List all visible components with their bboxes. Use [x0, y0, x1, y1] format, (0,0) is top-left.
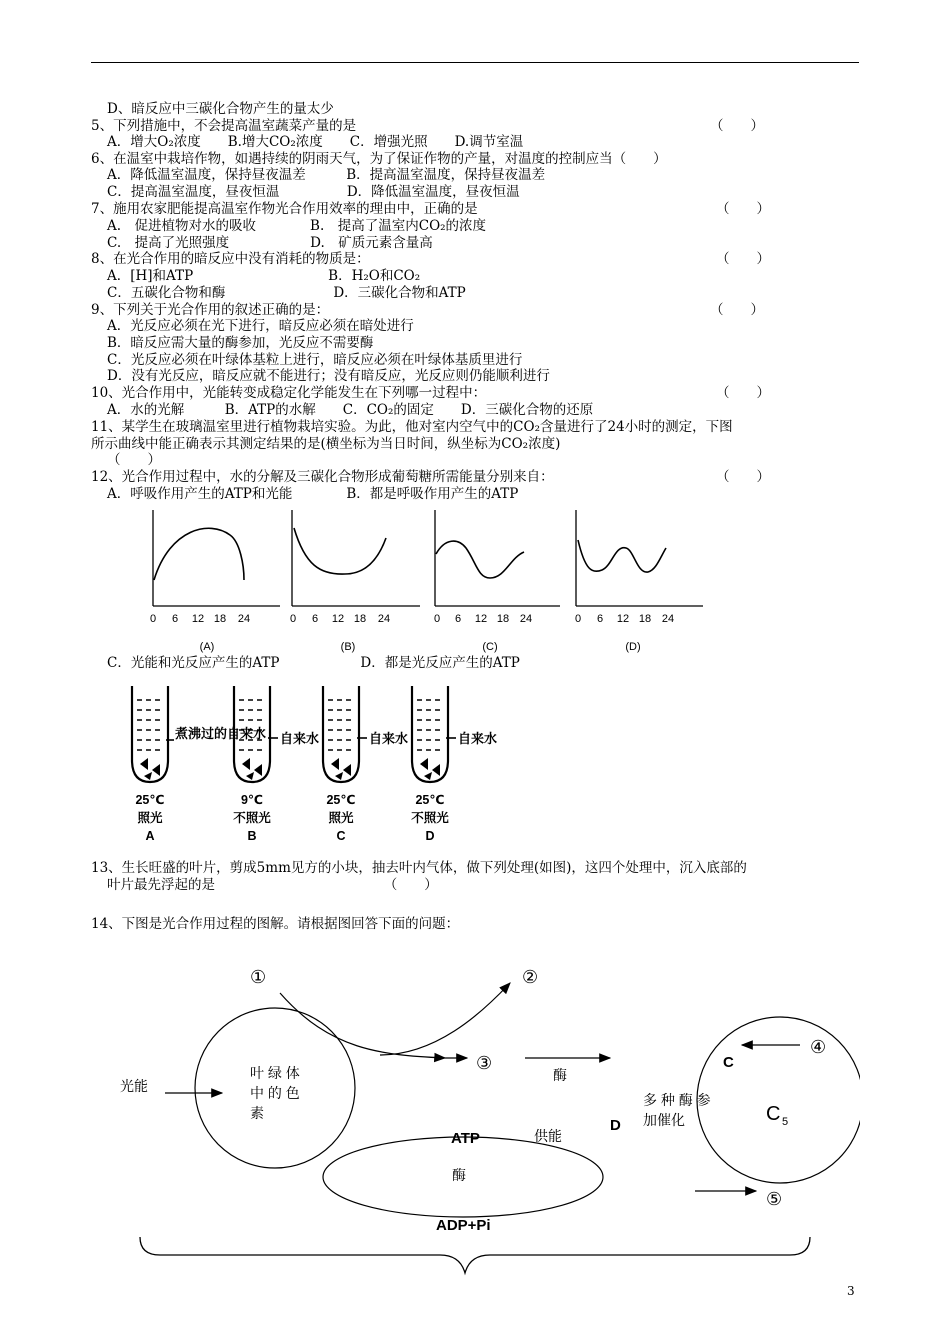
- question-11-line1: 11、某学生在玻璃温室里进行植物栽培实验。为此，他对室内空气中的CO₂含量进行了24小时的测定，下图: [91, 419, 733, 435]
- atp-label: ATP: [451, 1130, 480, 1147]
- svg-text:25℃: 25℃: [135, 793, 165, 807]
- svg-text:照光: 照光: [328, 811, 354, 825]
- svg-text:5: 5: [782, 1116, 789, 1128]
- options-8-cd: C．五碳化合物和酶 D．三碳化合物和ATP: [107, 285, 466, 301]
- svg-text:25℃: 25℃: [326, 793, 356, 807]
- co2-curve-graphs: [140, 500, 710, 660]
- tube-c-water: 自来水: [369, 731, 409, 746]
- svg-text:不照光: 不照光: [411, 811, 449, 825]
- answer-bracket: （ ）: [710, 302, 764, 318]
- options-5: A．增大O₂浓度 B.增大CO₂浓度 C．增强光照 D.调节室温: [107, 134, 524, 150]
- options-7-ab: A. 促进植物对水的吸收 B. 提高了温室内CO₂的浓度: [107, 218, 487, 234]
- svg-text:6: 6: [171, 613, 179, 625]
- label-3: ③: [476, 1053, 493, 1073]
- question-13-line2: 叶片最先浮起的是 （ ）: [107, 877, 438, 893]
- adp-pi-label: ADP+Pi: [436, 1217, 491, 1234]
- options-12-cd: C．光能和光反应产生的ATP D．都是光反应产生的ATP: [107, 655, 520, 671]
- option-9c: C．光反应必须在叶绿体基粒上进行，暗反应必须在叶绿体基质里进行: [107, 352, 523, 368]
- tube-b-water: 自来水: [280, 731, 320, 746]
- svg-text:9℃: 9℃: [240, 793, 264, 807]
- answer-bracket: （ ）: [710, 118, 764, 134]
- svg-text:0: 0: [149, 613, 157, 625]
- svg-text:6: 6: [454, 613, 462, 625]
- enzyme-mid-label: 酶: [452, 1167, 466, 1183]
- d-label: D: [610, 1117, 621, 1134]
- svg-text:(C): (C): [482, 641, 498, 653]
- graph-ticks: [150, 613, 674, 625]
- svg-text:18: 18: [213, 613, 227, 625]
- question-7: 7、施用农家肥能提高温室作物光合作用效率的理由中，正确的是: [91, 201, 478, 217]
- c-label: C: [723, 1054, 734, 1071]
- label-4: ④: [810, 1037, 827, 1057]
- light-energy-label: 光能: [120, 1078, 148, 1094]
- label-5: ⑤: [766, 1189, 783, 1209]
- svg-text:24: 24: [661, 613, 675, 625]
- options-10: A．水的光解 B．ATP的水解 C．CO₂的固定 D．三碳化合物的还原: [107, 402, 594, 418]
- svg-text:B: B: [247, 829, 257, 843]
- question-13-line1: 13、生长旺盛的叶片，剪成5mm见方的小块，抽去叶内气体，做下列处理(如图)，这四个处理中，沉入底部的: [91, 860, 747, 876]
- question-6: 6、在温室中栽培作物，如遇持续的阴雨天气，为了保证作物的产量，对温度的控制应当（ ）: [91, 151, 667, 167]
- c5-label: C: [766, 1103, 781, 1125]
- options-6-ab: A．降低温室温度，保持昼夜温差 B．提高温室温度，保持昼夜温差: [107, 167, 546, 183]
- options-7-cd: C. 提高了光照强度 D. 矿质元素含量高: [107, 235, 433, 251]
- svg-text:12: 12: [616, 613, 630, 625]
- options-12-ab: A．呼吸作用产生的ATP和光能 B．都是呼吸作用产生的ATP: [107, 486, 519, 502]
- svg-text:(B): (B): [340, 641, 356, 653]
- option-9a: A．光反应必须在光下进行，暗反应必须在暗处进行: [107, 318, 414, 334]
- answer-bracket: （ ）: [716, 201, 770, 217]
- graph-b: [292, 510, 420, 606]
- graph-a: [153, 510, 280, 606]
- svg-text:24: 24: [519, 613, 533, 625]
- question-11-line2: 所示曲线中能正确表示其测定结果的是(横坐标为当日时间，纵坐标为CO₂浓度): [91, 436, 561, 452]
- svg-text:24: 24: [237, 613, 251, 625]
- svg-text:C: C: [336, 829, 346, 843]
- option-9d: D．没有光反应，暗反应就不能进行；没有暗反应，光反应则仍能顺利进行: [107, 368, 550, 384]
- option-4d: D、暗反应中三碳化合物产生的量太少: [107, 101, 334, 117]
- photosynthesis-diagram: [100, 955, 860, 1300]
- svg-text:12: 12: [191, 613, 205, 625]
- svg-text:0: 0: [433, 613, 441, 625]
- option-9b: B．暗反应需大量的酶参加，光反应不需要酶: [107, 335, 374, 351]
- svg-text:素: 素: [250, 1105, 264, 1121]
- svg-text:照光: 照光: [137, 811, 163, 825]
- bottom-brace: [140, 1237, 810, 1273]
- svg-text:A: A: [145, 829, 155, 843]
- svg-text:(D): (D): [625, 641, 641, 653]
- enzyme-cycle-circle: [697, 1017, 860, 1183]
- question-5: 5、下列措施中，不会提高温室蔬菜产量的是: [91, 118, 357, 134]
- svg-text:多 种 酶 参: 多 种 酶 参: [643, 1092, 711, 1108]
- enzyme-top-label: 酶: [553, 1067, 567, 1083]
- svg-text:18: 18: [496, 613, 510, 625]
- options-6-cd: C．提高温室温度，昼夜恒温 D．降低温室温度，昼夜恒温: [107, 184, 520, 200]
- svg-text:不照光: 不照光: [233, 811, 271, 825]
- question-12: 12、光合作用过程中，水的分解及三碳化合物形成葡萄糖所需能量分别来自：: [91, 469, 554, 485]
- svg-text:加催化: 加催化: [643, 1112, 685, 1128]
- graph-labels: [200, 641, 641, 653]
- svg-text:6: 6: [311, 613, 319, 625]
- svg-text:12: 12: [474, 613, 488, 625]
- supply-energy-label: 供能: [534, 1128, 562, 1144]
- question-11-bracket: （ ）: [107, 452, 161, 468]
- answer-bracket: （ ）: [716, 251, 770, 267]
- question-10: 10、光合作用中，光能转变成稳定化学能发生在下列哪一过程中：: [91, 385, 487, 401]
- page-number: 3: [847, 1284, 855, 1298]
- svg-text:6: 6: [596, 613, 604, 625]
- svg-text:18: 18: [353, 613, 367, 625]
- svg-text:18: 18: [638, 613, 652, 625]
- answer-bracket: （ ）: [716, 385, 770, 401]
- tube-d-water: 自来水: [458, 731, 498, 746]
- svg-text:(A): (A): [199, 641, 215, 653]
- svg-text:0: 0: [289, 613, 297, 625]
- tube-a-water: 煮沸过的自来水: [175, 726, 267, 741]
- label-2: ②: [522, 967, 539, 987]
- test-tubes-figure: [118, 678, 508, 853]
- svg-text:12: 12: [331, 613, 345, 625]
- svg-text:中 的 色: 中 的 色: [250, 1085, 300, 1101]
- graph-c: [435, 510, 560, 606]
- question-8: 8、在光合作用的暗反应中没有消耗的物质是：: [91, 251, 370, 267]
- header-rule: [91, 62, 859, 63]
- options-8-ab: A．[H]和ATP B．H₂O和CO₂: [107, 268, 421, 284]
- label-1: ①: [250, 967, 267, 987]
- svg-text:D: D: [425, 829, 435, 843]
- svg-text:0: 0: [574, 613, 582, 625]
- graph-d: [576, 510, 703, 606]
- svg-text:24: 24: [377, 613, 391, 625]
- svg-text:25℃: 25℃: [415, 793, 445, 807]
- question-9: 9、下列关于光合作用的叙述正确的是：: [91, 302, 330, 318]
- svg-text:叶 绿 体: 叶 绿 体: [250, 1065, 300, 1081]
- question-14: 14、下图是光合作用过程的图解。请根据图回答下面的问题：: [91, 916, 460, 932]
- answer-bracket: （ ）: [716, 469, 770, 485]
